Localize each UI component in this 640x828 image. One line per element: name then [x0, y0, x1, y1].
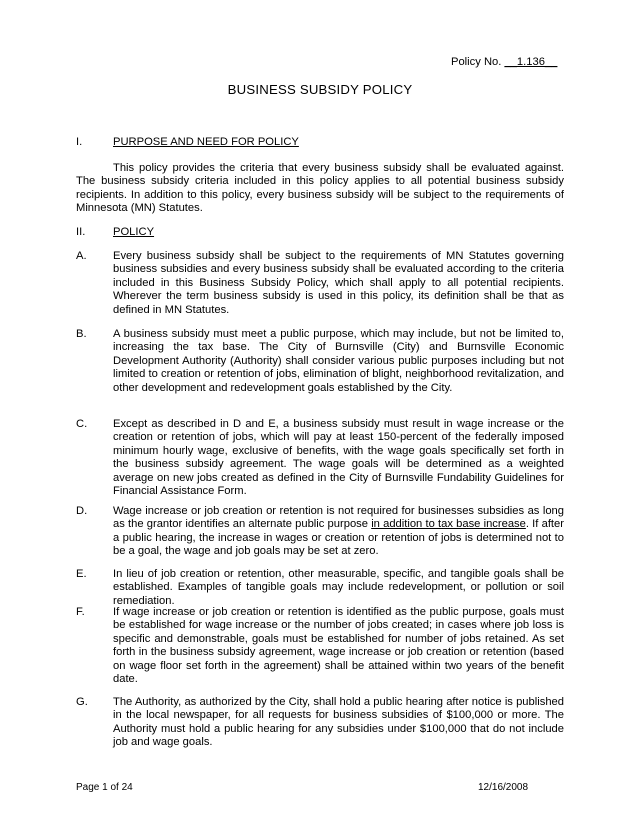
item-c-label: C.	[76, 418, 88, 430]
item-b-paragraph: A business subsidy must meet a public purpose, which may include, but not be limited to, increasing the tax base. The City of Burnsville (City) and Burnsville Economic Development Authority (Authority) shall consider various public purposes including but not limited to creation or retention of jobs, elimination of blight, neighborhood revitalization, and other development and redevelopment goals established by the City.	[113, 328, 564, 394]
item-f-label: F.	[76, 606, 85, 618]
item-e-paragraph: In lieu of job creation or retention, other measurable, specific, and tangible goals shall be established. Examples of tangible goals may include redevelopment, or pollution or soil remediation.	[113, 568, 564, 607]
item-d-paragraph	[113, 505, 564, 559]
item-d-text	[113, 505, 564, 559]
policy-label: Policy No.	[451, 56, 502, 68]
item-c-paragraph: Except as described in D and E, a business subsidy must result in wage increase or the creation or retention of jobs, which will pay at least 150-percent of the federally imposed minimum hourly wage, exclusive of benefits, with the wage goals specifically set forth in the business subsidy agreement. The wage goals will be determined as a weighted average on new jobs created as defined in the City of Burnsville Fundability Guidelines for Financial Assistance Form.	[113, 418, 564, 498]
item-d-text-before: Wage increase or job creation or retention is not required for businesses subsidies as long as the grantor identifies an alternate public purpose	[113, 505, 564, 531]
item-g-text	[113, 696, 564, 750]
item-a-text	[113, 250, 564, 317]
policy-number-value: __1.136__	[504, 56, 558, 68]
section-1-paragraph: This policy provides the criteria that every business subsidy shall be evaluated against. The business subsidy criteria included in this policy applies to all potential business subsidy recipients. In addition to this policy, every business subsidy will be subject to the requirements of Minnesota (MN) Statutes.	[76, 162, 564, 215]
item-d-text-after: . If after a public hearing, the increase in wages or creation or retention of jobs is determined not to be a goal, the wage and job goals may be set at zero.	[113, 518, 564, 558]
item-d-underlined-text: in addition to tax base increase	[371, 518, 526, 531]
item-e-label: E.	[76, 568, 87, 580]
footer-page-number: Page 1 of 24	[76, 782, 133, 793]
item-f-paragraph: If wage increase or job creation or retention is identified as the public purpose, goals must be established for wage increase or the number of jobs created; in cases where job loss is specific and demonstrable, goals must be established for number of jobs retained. As set forth in the business subsidy agreement, wage increase or job creation or retention (based on wage floor set forth in the agreement) shall be attained within two years of the benefit date.	[113, 606, 564, 686]
item-f-text	[113, 606, 564, 686]
page-title: BUSINESS SUBSIDY POLICY	[227, 82, 413, 97]
section-2-title: POLICY	[113, 226, 155, 238]
section-1-number: I.	[76, 136, 83, 148]
item-g-paragraph: The Authority, as authorized by the City, shall hold a public hearing after notice is published in the local newspaper, for all requests for business subsidies of $100,000 or more. The Authority must hold a public hearing for any subsidies under $100,000 that do not include job and wage goals.	[113, 696, 564, 749]
item-b-text	[113, 328, 564, 395]
section-1-body	[76, 162, 564, 216]
item-g-label: G.	[76, 696, 88, 708]
item-a-label: A.	[76, 250, 87, 262]
section-2-number: II.	[76, 226, 86, 238]
item-b-label: B.	[76, 328, 87, 340]
section-1-title: PURPOSE AND NEED FOR POLICY	[113, 136, 299, 148]
policy-number	[451, 56, 557, 69]
item-c-text	[113, 418, 564, 498]
item-d-label: D.	[76, 505, 88, 517]
footer-date: 12/16/2008	[478, 782, 529, 793]
item-e-text	[113, 568, 564, 608]
item-a-paragraph: Every business subsidy shall be subject to the requirements of MN Statutes governing business subsidies and every business subsidy shall be evaluated according to the criteria included in this Business Subsidy Policy, which shall apply to all potential recipients. Wherever the term business subsidy is used in this policy, its definition shall be that as defined in MN Statutes.	[113, 250, 564, 316]
